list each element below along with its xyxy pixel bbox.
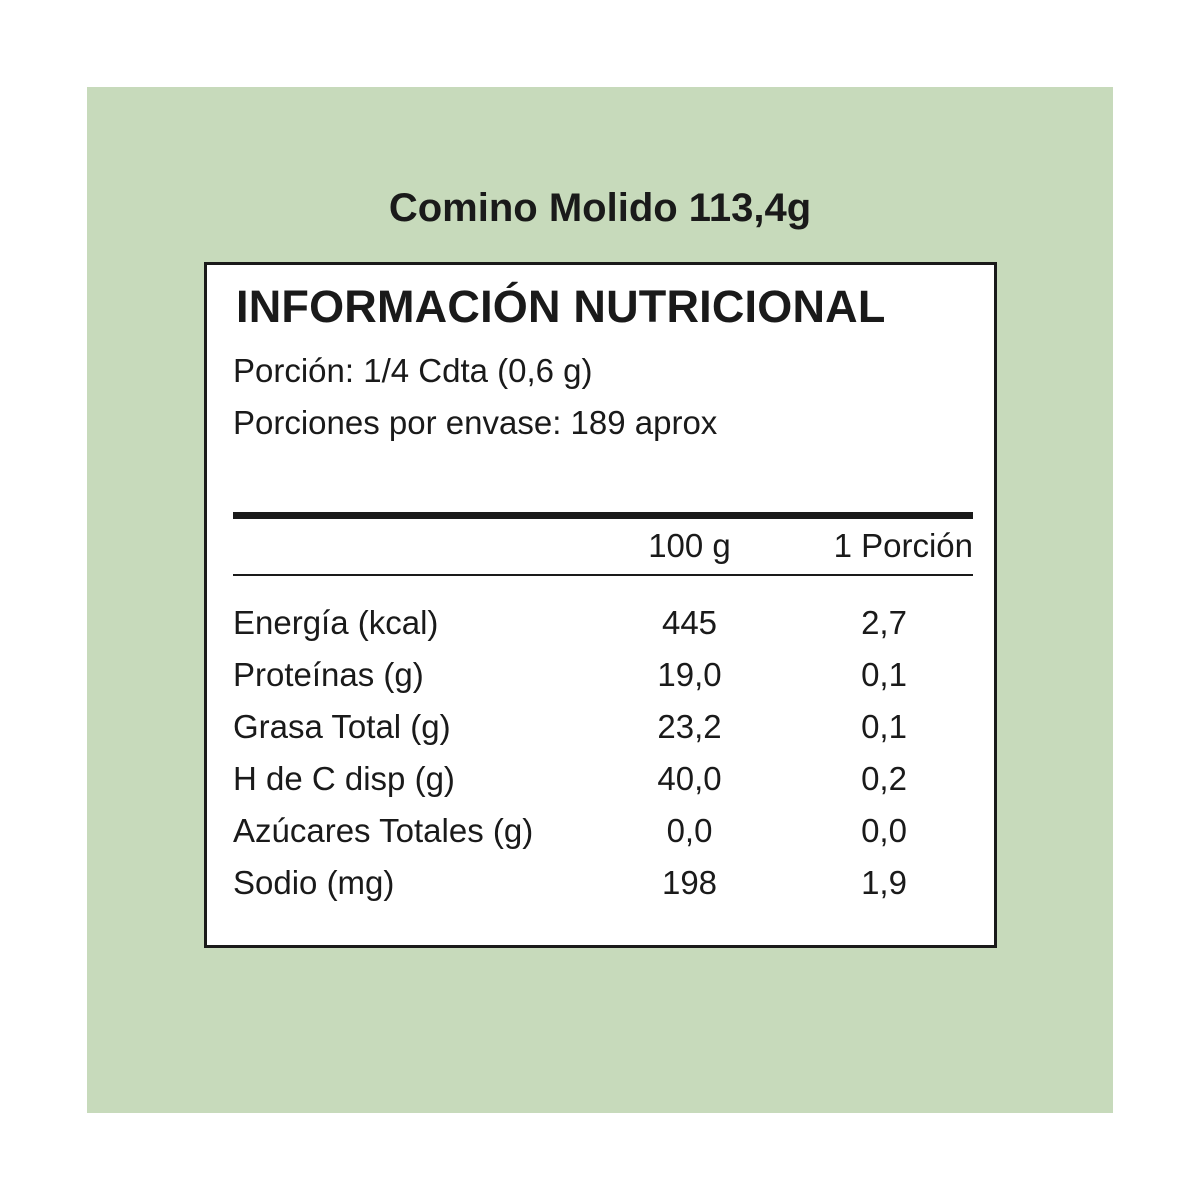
servings-per-container: Porciones por envase: 189 aprox: [233, 404, 718, 441]
value-per-portion: 2,7: [861, 604, 907, 641]
product-title: Comino Molido 113,4g: [388, 186, 812, 230]
nutrient-name: Sodio (mg): [233, 864, 395, 901]
value-per-portion: 0,0: [861, 812, 907, 849]
nutrient-name: Grasa Total (g): [233, 708, 451, 745]
nutrient-name: Energía (kcal): [233, 604, 439, 641]
value-per-100g: 23,2: [657, 708, 722, 745]
table-row: [207, 707, 994, 759]
table-row: [207, 759, 994, 811]
value-per-100g: 198: [661, 864, 718, 901]
table-row: [207, 655, 994, 707]
value-per-portion: 1,9: [861, 864, 907, 901]
value-per-100g: 0,0: [666, 812, 713, 849]
nutrient-name: H de C disp (g): [233, 760, 455, 797]
serving-size: Porción: 1/4 Cdta (0,6 g): [233, 352, 593, 389]
nutrition-label: [204, 262, 997, 948]
table-row: [207, 811, 994, 863]
value-per-portion: 0,1: [861, 708, 907, 745]
value-per-100g: 19,0: [657, 656, 722, 693]
value-per-100g: 40,0: [657, 760, 722, 797]
value-per-portion: 0,1: [861, 656, 907, 693]
label-title: INFORMACIÓN NUTRICIONAL: [236, 281, 886, 332]
nutrient-name: Azúcares Totales (g): [233, 812, 534, 849]
column-header-portion: 1 Porción: [833, 527, 973, 564]
thick-divider: [233, 512, 973, 519]
thin-divider: [233, 574, 973, 576]
nutrient-name: Proteínas (g): [233, 656, 424, 693]
table-row: [207, 863, 994, 915]
value-per-100g: 445: [661, 604, 718, 641]
value-per-portion: 0,2: [861, 760, 907, 797]
table-row: [207, 603, 994, 655]
column-header-100g: 100 g: [648, 527, 731, 564]
